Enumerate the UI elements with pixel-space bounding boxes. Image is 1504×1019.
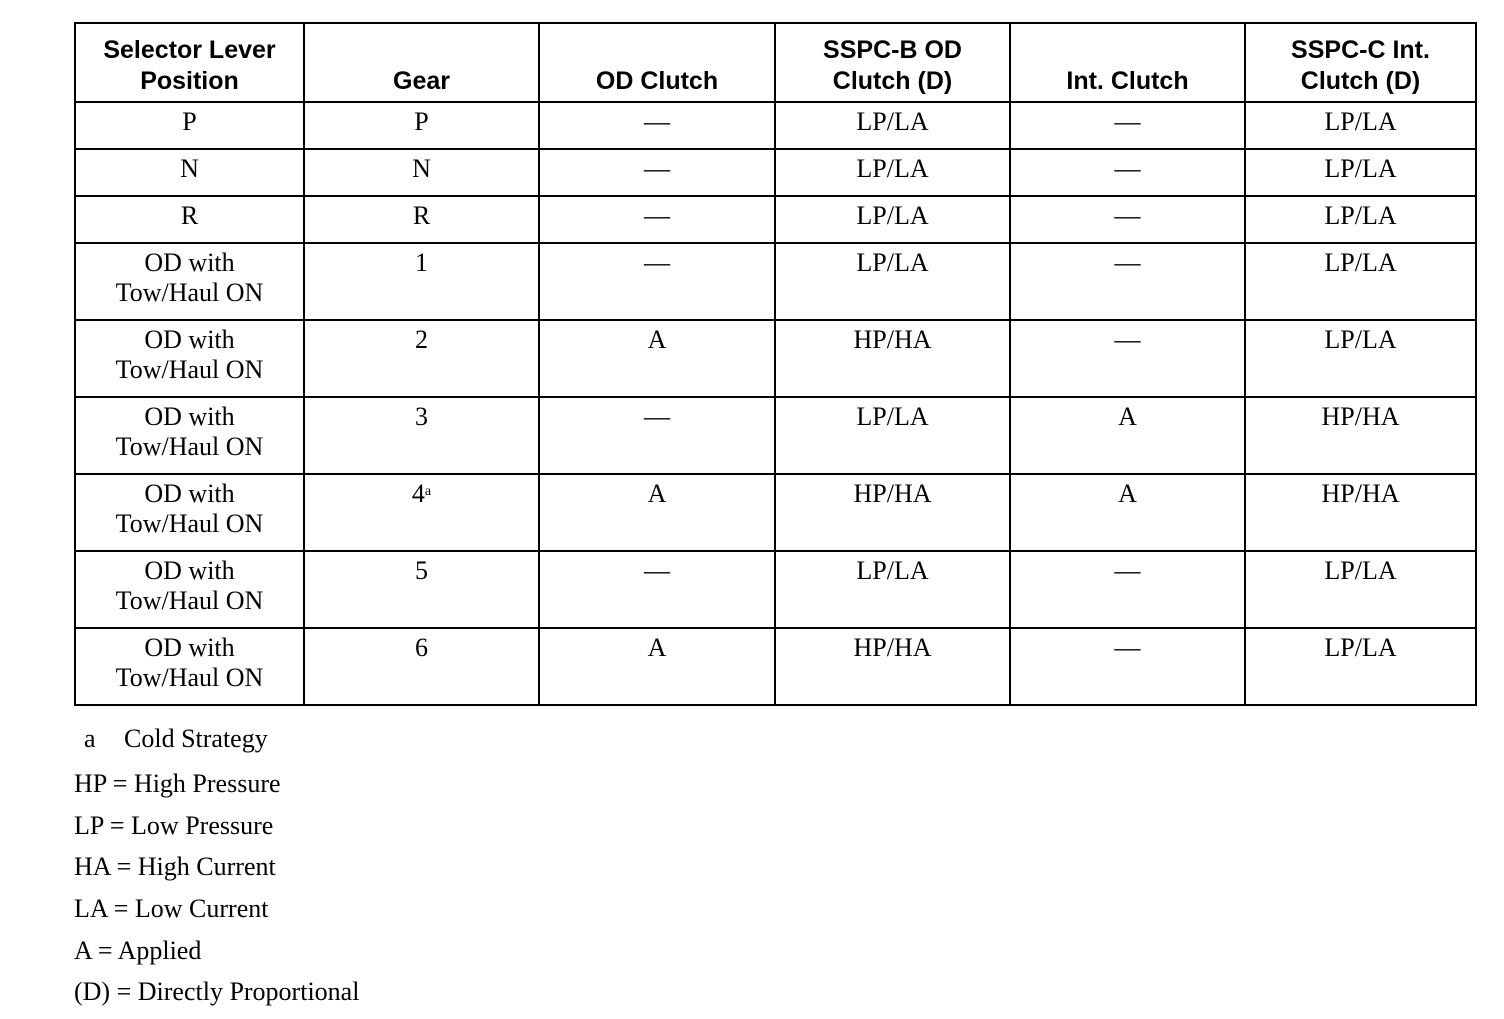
cell-gear: P [304,102,539,149]
cell-gear: 5 [304,551,539,628]
header-gear: Gear [304,23,539,102]
cell-selector-position: R [75,196,304,243]
cell-od-clutch: A [539,320,775,397]
footnote-text: Cold Strategy [124,724,268,753]
cell-od-clutch: A [539,628,775,705]
cell-sspc-b: LP/LA [775,102,1010,149]
cell-sspc-c: HP/HA [1245,397,1476,474]
cell-selector-position: OD with Tow/Haul ON [75,243,304,320]
cell-sspc-c: LP/LA [1245,243,1476,320]
table-row [75,397,1476,474]
cell-od-clutch: — [539,149,775,196]
table-row [75,102,1476,149]
header-od-clutch: OD Clutch [539,23,775,102]
table-row [75,474,1476,551]
cell-int-clutch: — [1010,320,1245,397]
cell-gear: 6 [304,628,539,705]
cell-int-clutch: — [1010,243,1245,320]
cell-selector-position: OD with Tow/Haul ON [75,397,304,474]
cell-sspc-c: LP/LA [1245,102,1476,149]
cell-gear: 1 [304,243,539,320]
table-row [75,628,1476,705]
cell-selector-position: OD with Tow/Haul ON [75,320,304,397]
cell-int-clutch: A [1010,397,1245,474]
document [74,22,1475,1019]
table-header-row [75,23,1476,102]
cell-gear: 2 [304,320,539,397]
cell-sspc-b: LP/LA [775,149,1010,196]
cell-sspc-c: LP/LA [1245,149,1476,196]
header-selector-lever-position: Selector Lever Position [75,23,304,102]
cell-sspc-b: HP/HA [775,628,1010,705]
cell-od-clutch: A [539,474,775,551]
legend-item: HP = High Pressure [74,769,281,798]
cell-sspc-b: HP/HA [775,474,1010,551]
cell-sspc-c: LP/LA [1245,196,1476,243]
abbreviation-legend [74,769,1475,1019]
table-row [75,551,1476,628]
cell-selector-position: OD with Tow/Haul ON [75,551,304,628]
cell-od-clutch: — [539,551,775,628]
cell-sspc-b: LP/LA [775,397,1010,474]
cell-int-clutch: A [1010,474,1245,551]
legend-item: LA = Low Current [74,894,269,924]
legend-item: A = Applied [74,935,202,965]
cell-od-clutch: — [539,196,775,243]
footnote-mark: a [84,724,96,753]
cell-od-clutch: — [539,397,775,474]
cell-sspc-c: LP/LA [1245,320,1476,397]
cell-int-clutch: — [1010,628,1245,705]
cell-sspc-c: LP/LA [1245,628,1476,705]
legend-item: HA = High Current [74,852,276,882]
cell-gear: R [304,196,539,243]
cell-selector-position: OD with Tow/Haul ON [75,474,304,551]
cell-sspc-b: HP/HA [775,320,1010,397]
cell-sspc-b: LP/LA [775,243,1010,320]
cell-sspc-c: LP/LA [1245,551,1476,628]
cell-sspc-b: LP/LA [775,551,1010,628]
table-row [75,196,1476,243]
table-body [75,102,1476,705]
header-sspc-b-od-clutch: SSPC-B OD Clutch (D) [775,23,1010,102]
table-row [75,243,1476,320]
footnote-reference: a [424,484,432,499]
table-row [75,149,1476,196]
cell-od-clutch: — [539,102,775,149]
header-int-clutch: Int. Clutch [1010,23,1245,102]
legend-item: LP = Low Pressure [74,810,274,840]
cell-gear: N [304,149,539,196]
table-row [75,320,1476,397]
legend-item: (D) = Directly Proportional [74,977,360,1007]
cell-selector-position: OD with Tow/Haul ON [75,628,304,705]
clutch-application-table [74,22,1477,706]
footnote [84,724,1475,754]
cell-gear: 4$^a$ [304,474,539,551]
cell-od-clutch: — [539,243,775,320]
cell-sspc-c: HP/HA [1245,474,1476,551]
header-sspc-c-int-clutch: SSPC-C Int. Clutch (D) [1245,23,1476,102]
cell-selector-position: N [75,149,304,196]
cell-gear: 3 [304,397,539,474]
cell-int-clutch: — [1010,102,1245,149]
cell-int-clutch: — [1010,196,1245,243]
cell-sspc-b: LP/LA [775,196,1010,243]
cell-selector-position: P [75,102,304,149]
cell-int-clutch: — [1010,551,1245,628]
cell-int-clutch: — [1010,149,1245,196]
